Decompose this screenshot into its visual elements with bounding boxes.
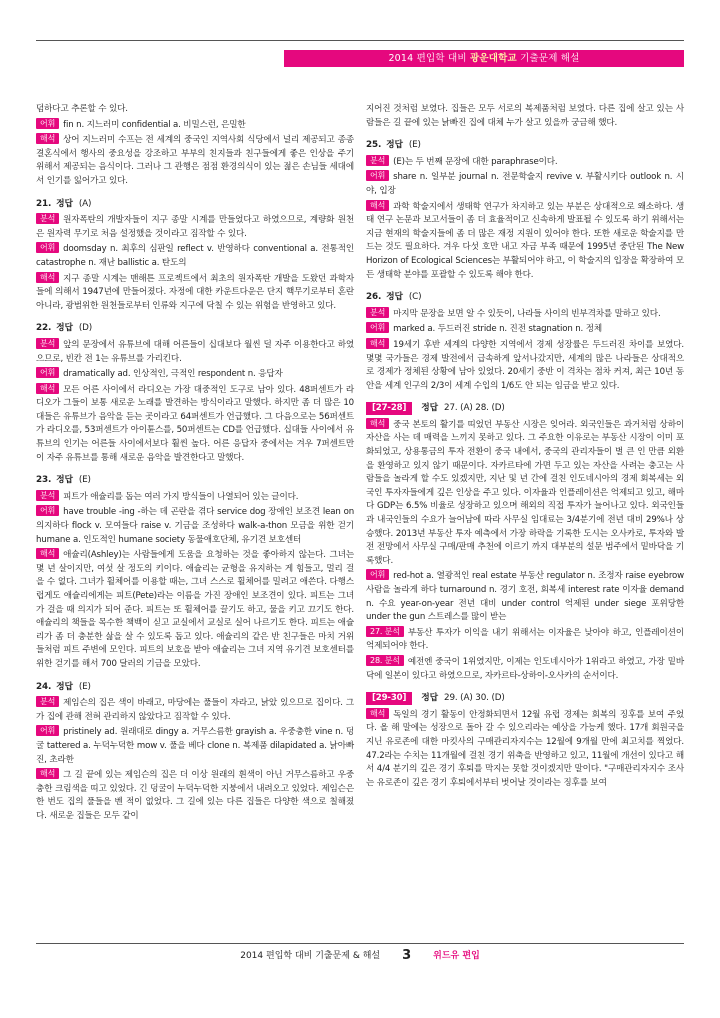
question-number: 25. — [366, 140, 382, 151]
answer-tag: 정답 — [56, 198, 73, 209]
question-header — [36, 681, 354, 695]
question-number: 21. — [36, 198, 52, 209]
footer-rule — [36, 943, 684, 944]
section-label: 어휘 — [36, 242, 59, 253]
section-label: 해석 — [36, 272, 59, 283]
paragraph — [366, 155, 684, 170]
paragraph — [36, 696, 354, 724]
paragraph-text: share n. 일부분 journal n. 전문학술지 revive v. 부활시키다 outlook n. 시야, 입장 — [366, 172, 684, 196]
section-label: 어휘 — [366, 569, 389, 580]
section-label: 어휘 — [36, 505, 59, 516]
paragraph-text: 19세기 후반 세계의 다양한 지역에서 경제 성장률은 두드러진 차이를 보였다. 몇몇 국가들은 경제 발전에서 급속하게 앞서나갔지만, 세계의 많은 나라들은 상대적으로 경제가 정체된 상황에 남아 있었다. 20세기 중반 이 격차는 점차 커져, 최근 10년 동안을 세계 인구의 2/3이 세계 수입의 1/6도 안 되는 임금을 받고 있다. — [366, 339, 684, 391]
paragraph-text: 과학 학술지에서 생태학 연구가 차지하고 있는 부분은 상대적으로 왜소하다. 생태 연구 논문과 보고서들이 좀 더 효율적이고 신속하게 발표될 수 있도록 하기 위해서는 지금 현재의 학술지들에 좀 더 많은 재정 지원이 있어야 한다. 또한 새로운 학술지를 만드는 것도 필요하다. 겨우 다섯 호만 내고 자금 부족 때문에 1995년 중단된 The New Horizon of Ecological Sciences는 부활되어야 하고, 이 학술지의 입장을 확장하여 모든 생태학 분야를 포괄할 수 있도록 해야 한다. — [366, 201, 684, 280]
section-label: 분석 — [366, 307, 389, 318]
paragraph — [36, 725, 354, 767]
paragraph-text: 모든 어른 사이에서 라디오는 가장 대중적인 도구로 남아 있다. 48퍼센트가 라디오가 그들이 보통 새로운 노래를 발견하는 방식이라고 말했다. 하지만 좀 더 많은 10대들은 유튜브가 음악을 듣는 곳이라고 64퍼센트가 언급했다. 그 다음으로는 56퍼센트가 라디오를, 53퍼센트가 아이튠스를, 50퍼센트는 CD를 언급했다. 십대들 사이에서 유튜브의 인기는 어른들 사이에서보다 훨씬 높다. 어른 응답자 중에서는 겨우 7퍼센트만이 자주 유튜브를 통해 새로운 음악을 발견한다고 말했다. — [36, 384, 354, 463]
section-label: 어휘 — [36, 367, 59, 378]
paragraph — [366, 418, 684, 569]
question-number: 23. — [36, 475, 52, 486]
paragraph-text: 지구 종말 시계는 맨해튼 프로젝트에서 최초의 원자폭탄 개발을 도왔던 과학자들에 의해서 1947년에 만들어졌다. 자정에 대한 카운트다운은 단지 핵무기로부터 혼란 아니라, 광범위한 원천들로부터 인류와 지구에 닥칠 수 있는 위험을 반영하고 있다. — [36, 273, 354, 311]
question-header — [36, 322, 354, 336]
paragraph — [366, 338, 684, 393]
paragraph-text: 덤하다고 추론할 수 있다. — [36, 104, 128, 114]
answer-value: (C) — [408, 292, 422, 303]
footer-title: 2014 편입학 대비 기출문제 & 해설 — [240, 951, 381, 961]
section-label: 분석 — [36, 213, 59, 224]
section-label: 어휘 — [366, 322, 389, 333]
section-label: 해석 — [366, 338, 389, 349]
paragraph — [36, 213, 354, 241]
section-label: 어휘 — [366, 170, 389, 181]
answer-value: (D) — [78, 323, 93, 334]
left-column — [36, 103, 354, 825]
answer-value: (E) — [408, 140, 421, 151]
answer-tag: 정답 — [386, 292, 403, 303]
question-number: 22. — [36, 323, 52, 334]
section-label: 해석 — [366, 418, 389, 429]
paragraph-text: 중국 본토의 활기를 띠었던 부동산 시장은 잊어라. 외국인들은 과거처럼 상하이 자산을 사는 데 매력을 느끼지 못하고 있다. 그 주요한 이유로는 부동산 시장이 이미 포화되었고, 상용통금의 투자 전환이 중국 내에서, 중국의 관리자들이 벌 큰 인 만큼 외환을 환영하고 있지 않기 때문이다. 자카르타에 가면 두고 있는 자산을 사려는 충고는 사람들을 놀라게 할 수도 있겠지만, 지난 및 년 간에 걸친 인도네시아의 경제 회복세는 외국인 투자자들에게 깊은 인상을 주고 있다. 이자율과 인플레이션은 억제되고 있고, 해마다 GDP는 6.5% 비율로 성장하고 있으며 해외의 직접 투자가 늘어나고 있다. 외국인들과 내국인들의 수요가 늘어남에 따라 사무실 임대료는 3/4분기에 전년 대비 29%나 상승했다. 2013년 부동산 투자 예측에서 가장 하락을 기록한 도시는 오사카로, 투자와 발전 전망에서 사무실 구매/판매 추천에 이르기 까지 대부분의 설문 범주에서 밑바닥을 기록했다. — [366, 419, 684, 566]
paragraph-text: pristinely ad. 원래대로 dingy a. 거무스름한 grayish a. 우중충한 vine n. 덩굴 tattered a. 누덕누덕한 mow v. 풀을 베다 clone n. 복제품 dilapidated a. 낡아빠진, 초라한 — [36, 727, 354, 765]
section-label: 어휘 — [36, 118, 59, 129]
paragraph — [366, 103, 684, 130]
paragraph-text: have trouble -ing -하는 데 곤란을 겪다 service dog 장애인 보조견 lean on 의지하다 flock v. 모여들다 raise v. 기금을 조성하다 walk-a-thon 모금을 위한 걷기 humane a. 인도적인 humane society 동물애호단체, 유기견 보호센터 — [36, 507, 354, 545]
section-label: 해석 — [36, 133, 59, 144]
paragraph — [366, 322, 684, 337]
header-post: 기출문제 해설 — [516, 53, 580, 64]
answer-tag: 정답 — [56, 323, 73, 334]
paragraph — [366, 200, 684, 283]
paragraph — [36, 768, 354, 823]
paragraph-text: (E)는 두 번째 문장에 대한 paraphrase이다. — [393, 156, 558, 167]
section-label: 분석 — [366, 155, 389, 166]
header-banner — [284, 50, 684, 67]
answer-tag: 정답 — [56, 681, 73, 692]
paragraph — [366, 626, 684, 654]
answer-tag: 정답 — [386, 140, 403, 151]
question-header — [366, 402, 684, 416]
paragraph-text: marked a. 두드러진 stride n. 진전 stagnation n. 정체 — [393, 324, 603, 335]
paragraph-text: 예전엔 중국이 1위였지만, 이제는 인도네시아가 1위라고 하였고, 가장 밑바닥에 일본이 있다고 하였으므로, 자카르타-상하이-오사카의 순서이다. — [366, 656, 684, 681]
footer-brand: 위드유 편입 — [433, 951, 480, 961]
question-header — [366, 692, 684, 706]
page-number: 3 — [402, 948, 412, 963]
header-school: 광운대학교 — [469, 53, 517, 64]
paragraph-text: red-hot a. 열광적인 real estate 부동산 regulator n. 조정자 raise eyebrow 사람을 놀라게 하다 turnaround n. 경기 호전, 회복세 interest rate 이자율 demand n. 수요 year-on-year 전년 대비 under control 억제된 under siege 포위당한 under the gun 스트레스를 많이 받는 — [366, 571, 684, 623]
paragraph — [36, 548, 354, 671]
question-number: 26. — [366, 292, 382, 303]
paragraph — [36, 490, 354, 505]
section-label: 분석 — [36, 696, 59, 707]
section-label: 해석 — [36, 383, 59, 394]
question-header — [36, 474, 354, 488]
paragraph-text: fin n. 지느러미 confidential a. 비밀스런, 은밀한 — [63, 119, 246, 130]
paragraph — [366, 569, 684, 624]
answer-value: 29. (A) 30. (D) — [444, 693, 505, 704]
paragraph — [36, 505, 354, 547]
answer-tag: 정답 — [421, 403, 438, 414]
section-label: 해석 — [36, 768, 59, 779]
paragraph-text: 애슐리(Ashley)는 사람들에게 도움을 요청하는 것을 좋아하지 않는다. 그녀는 몇 년 살이지만, 여섯 살 정도의 키이다. 애슐리는 균형을 유지하는 게 힘들고, 멀리 걸을 수 없다. 그녀가 휠체어를 이용할 때는, 그녀 스스로 휠체어를 밀려고 애쓴다. 다행스럽게도 애슐리에게는 피트(Pete)라는 이름을 가진 장애인 보조견이 있다. 피트는 그녀가 걸을 때 의지가 되어 준다. 피트는 또 휠체어를 끌기도 하고, 물을 키고 끄기도 한다. 애슐리의 책들을 목수한 책백이 싣고 교실에서 교실로 실어 나르기도 한다. 피트는 애슐리가 좀 더 충분한 삶을 살 수 있도록 돕고 있다. 애슐리의 같은 반 친구들은 마치 거위들처럼 피트 주변에 모인다. 피트의 보호을 받아 애슐리는 그녀 지역 유기견 보호센터를 위한 걷기를 해서 700 달러의 기금을 모았다. — [36, 550, 354, 669]
paragraph-text: 지어진 것처럼 보였다. 집들은 모두 서로의 복제품처럼 보였다. 다른 집에 살고 있는 사람들은 길 끝에 있는 낡빠진 집에 대체 누가 살고 있을까 궁금해 했다. — [366, 104, 684, 128]
section-label: 어휘 — [36, 725, 59, 736]
paragraph-text: 마지막 문장을 보면 알 수 있듯이, 나라들 사이의 빈부격차를 말하고 있다. — [393, 308, 661, 319]
answer-value: (E) — [78, 681, 91, 692]
section-label: 28. 분석 — [366, 655, 404, 666]
paragraph — [36, 133, 354, 188]
paragraph — [36, 338, 354, 366]
paragraph — [36, 272, 354, 314]
section-label: 해석 — [366, 708, 389, 719]
question-number: [29-30] — [366, 692, 412, 705]
paragraph-text: 앞의 문장에서 유튜브에 대해 어른들이 십대보다 월씬 덜 자주 이용한다고 하였으므로, 빈칸 전 1는 유튜브를 가리킨다. — [36, 339, 354, 364]
paragraph — [36, 103, 354, 117]
question-header — [366, 139, 684, 153]
paragraph-text: dramatically ad. 인상적인, 극적인 respondent n. 응답자 — [63, 369, 283, 380]
paragraph — [366, 170, 684, 198]
paragraph — [36, 383, 354, 466]
paragraph — [36, 367, 354, 382]
section-label: 해석 — [366, 200, 389, 211]
header-rule — [36, 40, 684, 41]
paragraph — [36, 118, 354, 133]
section-label: 분석 — [36, 490, 59, 501]
paragraph-text: 부동산 투자가 이익을 내기 위해서는 이자율은 낮아야 하고, 인플레이션이 억제되어야 한다. — [366, 627, 684, 652]
answer-value: (E) — [78, 475, 91, 486]
section-label: 해석 — [36, 548, 59, 559]
paragraph-text: 원자폭탄의 개발자들이 지구 종말 시계를 만들었다고 하였으므로, 계량화 원천은 원자력 무기로 처음 설정했을 것이라고 짐작할 수 있다. — [36, 215, 354, 239]
answer-tag: 정답 — [56, 475, 73, 486]
paragraph-text: 독일의 경기 활동이 안정화되면서 12월 유럽 경제는 회복의 징후를 보여 주었다. 올 해 말에는 성장으로 돌아 갈 수 있으리라는 예상을 가능케 했다. 17개 회원국을 지닌 유로존에 대한 마킷사의 구매관리자지수는 12월에 9개월 만에 최고치를 찍었다. 47.2라는 수치는 11개월에 걸친 경기 위축을 반영하고 있고, 11월에 개선이 있다고 해서 4/4 분기의 깊은 경기 후퇴를 막지는 못할 것이겠지만 말이다. "구매관리자지수 조사는 유로존이 깊은 경기 후퇴에서부터 벗어날 것이라는 징후를 보여 — [366, 709, 684, 788]
paragraph-text: 제임슨의 집은 색이 바래고, 마당에는 풀들이 자라고, 낡았 있으므로 집이다. 그가 집에 관해 전혀 관리하지 않았다고 짐작할 수 있다. — [36, 698, 354, 722]
question-header — [366, 291, 684, 305]
paragraph-text: doomsday n. 최후의 심판일 reflect v. 반영하다 conventional a. 전통적인 catastrophe n. 재난 ballistic a. 탄도의 — [36, 244, 354, 268]
paragraph — [366, 708, 684, 791]
paragraph — [366, 307, 684, 322]
paragraph-text: 그 길 끝에 있는 제임슨의 집은 더 이상 원래의 흰색이 아닌 거무스름하고 우중충한 크림색을 띠고 있었다. 긴 덩굴이 누덕누덕한 지붕에서 내려오고 있었다. 제임슨은 한 번도 집의 풀들을 벤 적이 없었다. 그 길에 있는 다른 집들은 다양한 색으로 칠해졌다. 새로운 집들은 모두 같이 — [36, 770, 354, 821]
paragraph-text: 상어 지느러미 수프는 전 세계의 중국인 지역사회 식당에서 널리 제공되고 종종 결혼식에서 행사의 중요성을 강조하고 부부의 친지들과 친구들에게 좋은 인상을 주기 위해서 제공되는 음식이다. 그러나 그 관행은 점점 환경의식이 있는 젊은 손님들 세대에서 인기를 잃어가고 있다. — [36, 135, 354, 186]
footer — [36, 949, 684, 963]
answer-value: 27. (A) 28. (D) — [444, 403, 505, 414]
answer-tag: 정답 — [421, 693, 438, 704]
question-number: [27-28] — [366, 402, 412, 415]
section-label: 분석 — [36, 338, 59, 349]
paragraph — [366, 655, 684, 683]
answer-value: (A) — [78, 198, 92, 209]
paragraph-text: 피트가 애슐리를 돕는 여러 가지 방식들이 나열되어 있는 글이다. — [63, 491, 299, 502]
right-column — [366, 103, 684, 791]
question-number: 24. — [36, 681, 52, 692]
question-header — [36, 198, 354, 212]
header-pre: 2014 편입학 대비 — [388, 53, 470, 64]
section-label: 27. 분석 — [366, 626, 404, 637]
paragraph — [36, 242, 354, 270]
